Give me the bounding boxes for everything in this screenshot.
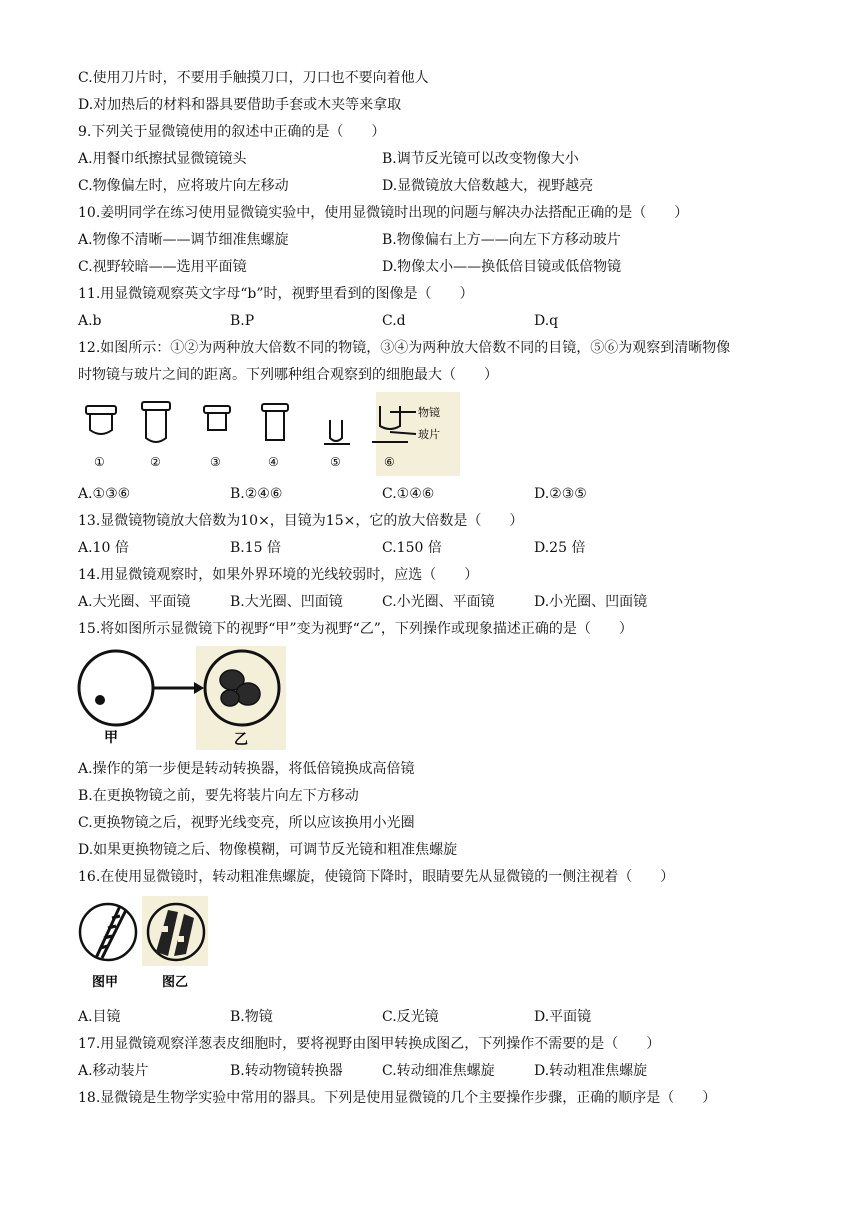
cell-strip-icon (96, 906, 126, 958)
figure-number-4: ④ (268, 455, 279, 469)
q12-option-b: B.②④⑥ (230, 486, 283, 502)
field-jia-label: 甲 (104, 730, 118, 746)
q10-option-b: B.物像偏右上方——向左下方移动玻片 (382, 232, 621, 248)
q13-option-a: A.10 倍 (78, 540, 129, 556)
q8-option-d: D.对加热后的材料和器具要借助手套或木夹等来拿取 (78, 97, 402, 113)
field-yi-label: 乙 (234, 732, 248, 748)
q17-option-a: A.移动装片 (78, 1063, 149, 1079)
q14-option-c: C.小光圈、平面镜 (382, 594, 495, 610)
q16-option-d: D.平面镜 (534, 1009, 592, 1025)
q13-option-d: D.25 倍 (534, 540, 586, 556)
q13-stem: 13.显微镜物镜放大倍数为10×，目镜为15×，它的放大倍数是（ ） (78, 513, 524, 529)
q11-stem: 11.用显微镜观察英文字母“b”时，视野里看到的图像是（ ） (78, 286, 474, 302)
q17-option-b: B.转动物镜转换器 (230, 1063, 343, 1079)
q10-option-a: A.物像不清晰——调节细准焦螺旋 (78, 232, 289, 248)
q14-option-b: B.大光圈、凹面镜 (230, 594, 343, 610)
q9-stem: 9.下列关于显微镜使用的叙述中正确的是（ ） (78, 124, 386, 140)
q17-option-c: C.转动细准焦螺旋 (382, 1063, 495, 1079)
q14-stem: 14.用显微镜观察时，如果外界环境的光线较弱时，应选（ ） (78, 567, 479, 583)
figure-number-6: ⑥ (384, 455, 395, 469)
q10-stem: 10.姜明同学在练习使用显微镜实验中，使用显微镜时出现的问题与解决办法搭配正确的是（ ） (78, 205, 689, 221)
q11-option-d: D.q (534, 313, 559, 329)
q12-option-c: C.①④⑥ (382, 486, 435, 502)
q10-option-c: C.视野较暗——选用平面镜 (78, 259, 247, 275)
q17-option-d: D.转动粗准焦螺旋 (534, 1063, 648, 1079)
eyepiece-4-icon (262, 404, 288, 440)
q9-option-c: C.物像偏左时，应将玻片向左移动 (78, 178, 289, 194)
q11-option-c: C.d (382, 313, 406, 329)
q9-option-d: D.显微镜放大倍数越大，视野越亮 (382, 178, 594, 194)
microscope-lens-figure (78, 392, 460, 476)
q11-option-b: B.P (230, 313, 255, 329)
q14-option-d: D.小光圈、凹面镜 (534, 594, 648, 610)
figure-number-1: ① (94, 455, 105, 469)
q13-option-c: C.150 倍 (382, 540, 442, 556)
q12-option-a: A.①③⑥ (78, 486, 131, 502)
field-jia-circle (79, 651, 153, 725)
figure-number-5: ⑤ (330, 455, 341, 469)
eyepiece-3-icon (204, 406, 230, 430)
onion-cell-figure (76, 896, 208, 996)
q12-stem-line2: 时物镜与玻片之间的距离。下列哪种组合观察到的细胞最大（ ） (78, 367, 498, 383)
q17-stem: 17.用显微镜观察洋葱表皮细胞时，要将视野由图甲转换成图乙，下列操作不需要的是（ ） (78, 1036, 661, 1052)
q13-option-b: B.15 倍 (230, 540, 282, 556)
q16-option-b: B.物镜 (230, 1009, 273, 1025)
q11-option-a: A.b (78, 313, 102, 329)
slide-label: 玻片 (418, 428, 440, 441)
q16-option-a: A.目镜 (78, 1009, 121, 1025)
q10-option-d: D.物像太小——换低倍目镜或低倍物镜 (382, 259, 622, 275)
q9-option-a: A.用餐巾纸擦拭显微镜镜头 (78, 151, 247, 167)
q15-option-b: B.在更换物镜之前，要先将装片向左下方移动 (78, 788, 359, 804)
q12-stem-line1: 12.如图所示：①②为两种放大倍数不同的物镜，③④为两种放大倍数不同的目镜，⑤⑥为观察到清晰物像 (78, 340, 731, 356)
objective-2-icon (142, 402, 170, 442)
q14-option-a: A.大光圈、平面镜 (78, 594, 191, 610)
q8-option-c: C.使用刀片时，不要用手触摸刀口，刀口也不要向着他人 (78, 70, 429, 86)
objective-label: 物镜 (418, 406, 440, 419)
q9-option-b: B.调节反光镜可以改变物像大小 (382, 151, 579, 167)
objective-1-icon (86, 406, 116, 434)
q15-stem: 15.将如图所示显微镜下的视野“甲”变为视野“乙”，下列操作或现象描述正确的是（ ） (78, 621, 633, 637)
q18-stem: 18.显微镜是生物学实验中常用的器具。下列是使用显微镜的几个主要操作步骤，正确的顺序是（ ） (78, 1090, 717, 1106)
figure-number-2: ② (150, 455, 161, 469)
q15-option-d: D.如果更换物镜之后、物像模糊，可调节反光镜和粗准焦螺旋 (78, 842, 458, 858)
distance-5-icon (324, 420, 350, 444)
q15-option-a: A.操作的第一步便是转动转换器，将低倍镜换成高倍镜 (78, 761, 415, 777)
q16-stem: 16.在使用显微镜时，转动粗准焦螺旋，使镜筒下降时，眼睛要先从显微镜的一侧注视着（ ） (78, 869, 675, 885)
q16-option-c: C.反光镜 (382, 1009, 439, 1025)
q15-option-c: C.更换物镜之后，视野光线变亮，所以应该换用小光圈 (78, 815, 415, 831)
q12-option-d: D.②③⑤ (534, 486, 587, 502)
figure-number-3: ③ (210, 455, 221, 469)
cell-small-icon (95, 695, 105, 705)
view-jia-label: 图甲 (92, 975, 119, 990)
field-of-view-figure (76, 646, 286, 750)
view-yi-label: 图乙 (162, 975, 189, 990)
